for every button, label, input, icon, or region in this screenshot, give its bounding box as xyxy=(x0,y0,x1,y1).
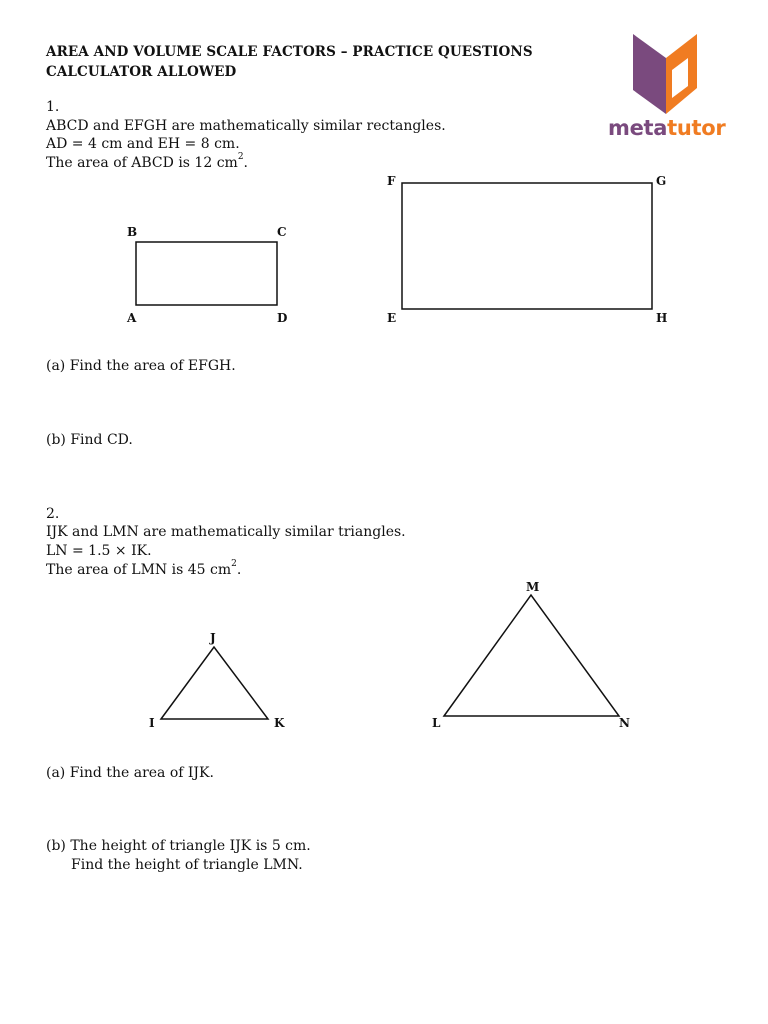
q1-part-a: (a) Find the area of EFGH. xyxy=(46,358,236,374)
q1-given-lengths: AD = 4 cm and EH = 8 cm. xyxy=(46,136,240,152)
vertex-label-j: J xyxy=(210,631,216,645)
worksheet-title: AREA AND VOLUME SCALE FACTORS – PRACTICE QUESTIONS xyxy=(46,44,533,60)
vertex-label-c: C xyxy=(277,225,287,239)
vertex-label-n: N xyxy=(619,716,630,730)
q2-given-area xyxy=(46,559,242,578)
vertex-label-g: G xyxy=(656,174,667,188)
q2-part-b-line1: (b) The height of triangle IJK is 5 cm. xyxy=(46,838,311,854)
triangle-ijk xyxy=(161,647,268,719)
q2-superscript: 2 xyxy=(231,559,237,569)
vertex-label-h: H xyxy=(656,311,668,325)
worksheet-subtitle: CALCULATOR ALLOWED xyxy=(46,64,237,80)
vertex-label-e: E xyxy=(387,311,397,325)
q1-given-area-end: . xyxy=(243,155,248,171)
q2-given-area-end: . xyxy=(236,562,242,578)
vertex-label-i: I xyxy=(149,716,155,730)
triangle-lmn xyxy=(444,595,619,716)
q2-given-area-text: The area of LMN is 45 cm xyxy=(46,562,232,578)
logo-text-tutor: tutor xyxy=(667,116,726,140)
q2-part-b-line2: Find the height of triangle LMN. xyxy=(71,857,303,873)
q1-number: 1. xyxy=(46,99,60,115)
vertex-label-k: K xyxy=(274,716,285,730)
rectangle-abcd xyxy=(136,242,277,305)
vertex-label-f: F xyxy=(387,174,396,188)
vertex-label-a: A xyxy=(127,311,137,325)
q1-given-area-text: The area of ABCD is 12 cm xyxy=(46,155,238,171)
q1-part-b: (b) Find CD. xyxy=(46,432,133,448)
rectangle-efgh xyxy=(402,183,652,309)
q2-part-a: (a) Find the area of IJK. xyxy=(46,765,214,781)
q1-statement: ABCD and EFGH are mathematically similar rectangles. xyxy=(46,118,446,134)
vertex-label-m: M xyxy=(526,580,540,594)
q2-given-ratio: LN = 1.5 × IK. xyxy=(46,543,152,559)
vertex-label-b: B xyxy=(127,225,138,239)
vertex-label-l: L xyxy=(432,716,441,730)
q2-number: 2. xyxy=(46,506,60,522)
q2-statement: IJK and LMN are mathematically similar triangles. xyxy=(46,524,406,540)
q1-superscript: 2 xyxy=(237,152,244,162)
logo-text-meta: meta xyxy=(608,116,668,140)
vertex-label-d: D xyxy=(277,311,288,325)
